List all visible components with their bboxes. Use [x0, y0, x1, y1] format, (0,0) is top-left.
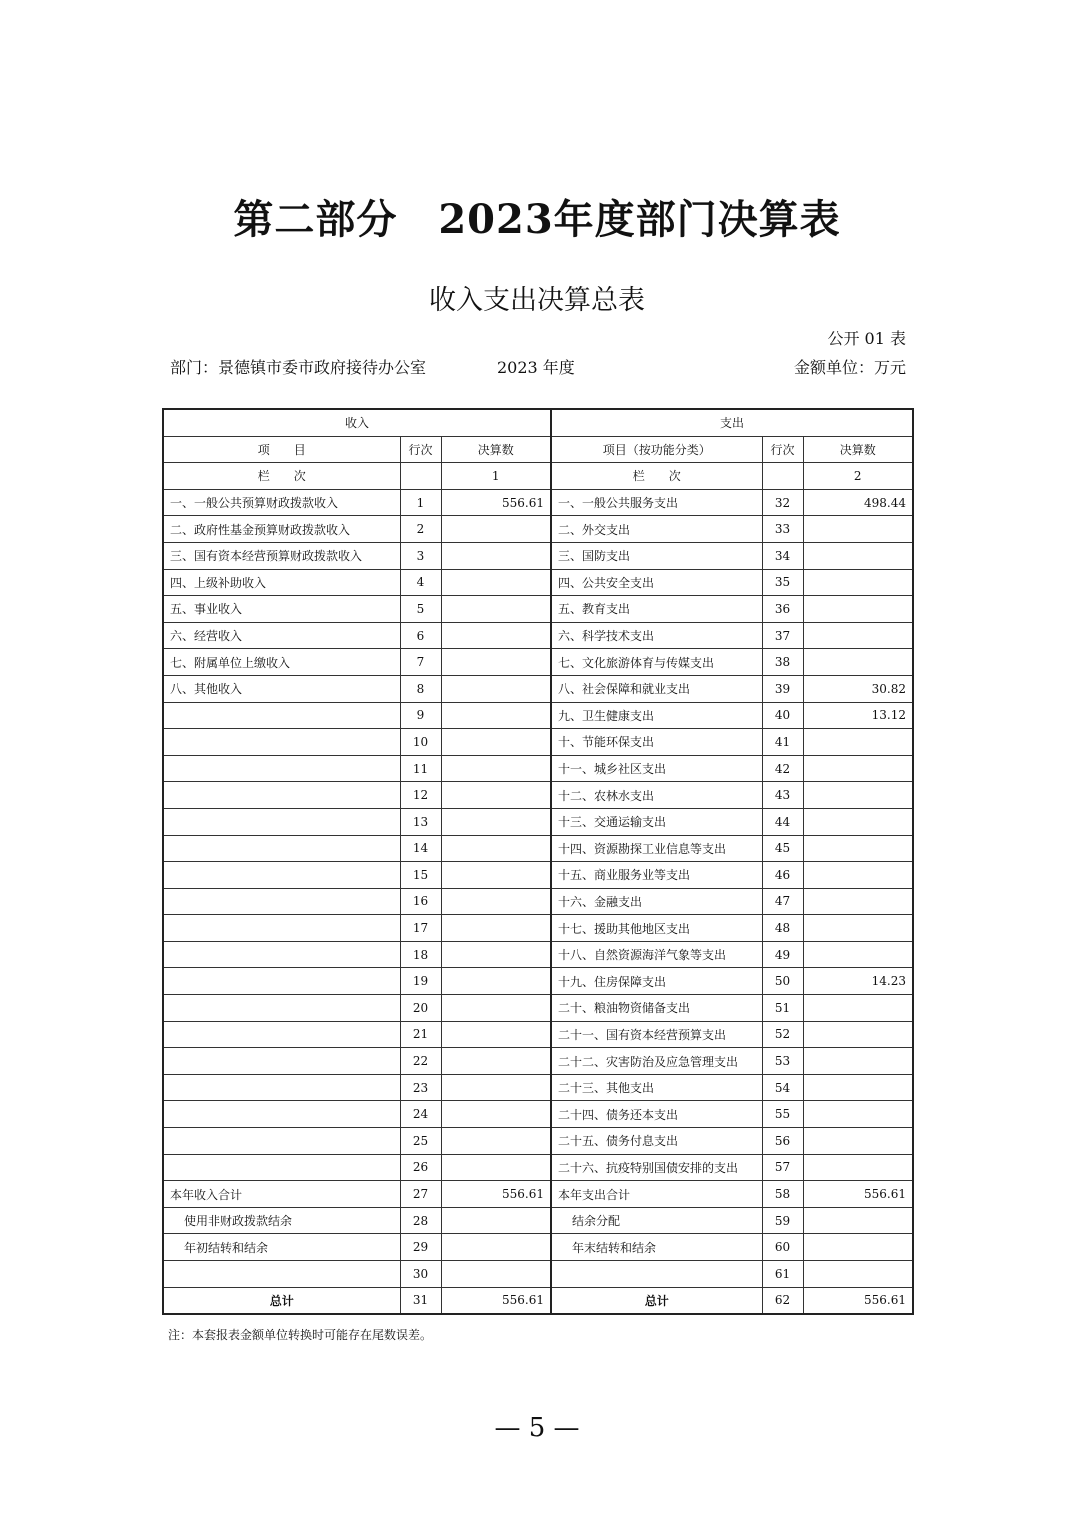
expense-item-cell: 十四、资源勘探工业信息等支出 [551, 835, 762, 862]
income-amount-cell [441, 569, 551, 596]
expense-row-no-cell: 36 [762, 596, 803, 623]
table-row [163, 1181, 913, 1208]
income-item-cell [163, 729, 400, 756]
expense-item-cell: 十一、城乡社区支出 [551, 755, 762, 782]
expense-row-no-cell: 54 [762, 1074, 803, 1101]
income-row-no-cell: 24 [400, 1101, 441, 1128]
expense-row-no-cell: 47 [762, 888, 803, 915]
expense-amount-cell [803, 596, 913, 623]
income-item-cell [163, 1021, 400, 1048]
table-title: 收入支出决算总表 [429, 285, 645, 316]
income-item-cell [163, 782, 400, 809]
income-item-cell: 三、国有资本经营预算财政拨款收入 [163, 542, 400, 569]
income-section-header: 收入 [163, 409, 551, 436]
income-row-no-cell: 2 [400, 516, 441, 543]
expense-row-no-header: 行次 [762, 436, 803, 463]
income-item-cell: 六、经营收入 [163, 622, 400, 649]
expense-row-no-cell: 59 [762, 1207, 803, 1234]
expense-item-cell: 六、科学技术支出 [551, 622, 762, 649]
income-amount-cell [441, 808, 551, 835]
income-row-no-header: 行次 [400, 436, 441, 463]
part-title: 第二部分 2023年度部门决算表 [233, 196, 841, 243]
income-row-no-cell: 17 [400, 915, 441, 942]
expense-item-cell: 二、外交支出 [551, 516, 762, 543]
column-header-row [163, 436, 913, 463]
income-item-cell [163, 968, 400, 995]
expense-amount-cell [803, 1261, 913, 1288]
income-total-label: 总计 [163, 1287, 400, 1314]
expense-amount-cell [803, 1128, 913, 1155]
expense-order-blank [762, 463, 803, 490]
income-amount-cell [441, 755, 551, 782]
expense-row-no-cell: 51 [762, 995, 803, 1022]
expense-row-no-cell: 53 [762, 1048, 803, 1075]
table-row [163, 968, 913, 995]
income-row-no-cell: 28 [400, 1207, 441, 1234]
expense-row-no-cell: 50 [762, 968, 803, 995]
table-row [163, 995, 913, 1022]
table-body [163, 489, 913, 1287]
income-row-no-cell: 7 [400, 649, 441, 676]
expense-item-cell: 十五、商业服务业等支出 [551, 862, 762, 889]
expense-amount-cell: 14.23 [803, 968, 913, 995]
expense-row-no-cell: 49 [762, 941, 803, 968]
table-row [163, 516, 913, 543]
income-item-cell [163, 1154, 400, 1181]
amount-unit-label: 金额单位：万元 [793, 358, 906, 377]
form-number: 公开 01 表 [827, 329, 906, 348]
table-row [163, 755, 913, 782]
table-row [163, 1048, 913, 1075]
expense-amount-cell [803, 808, 913, 835]
income-amount-cell [441, 649, 551, 676]
table-row [163, 888, 913, 915]
income-row-no-cell: 10 [400, 729, 441, 756]
income-amount-cell [441, 915, 551, 942]
income-item-cell: 本年收入合计 [163, 1181, 400, 1208]
table-row [163, 622, 913, 649]
expense-row-no-cell: 46 [762, 862, 803, 889]
expense-amount-cell [803, 1101, 913, 1128]
table-row [163, 542, 913, 569]
expense-item-cell: 结余分配 [551, 1207, 762, 1234]
expense-item-cell: 二十一、国有资本经营预算支出 [551, 1021, 762, 1048]
income-amount-cell [441, 782, 551, 809]
income-amount-cell [441, 729, 551, 756]
income-amount-cell [441, 888, 551, 915]
income-row-no-cell: 21 [400, 1021, 441, 1048]
income-item-cell [163, 1128, 400, 1155]
income-row-no-cell: 1 [400, 489, 441, 516]
expense-amount-cell [803, 888, 913, 915]
income-order-label: 栏 次 [163, 463, 400, 490]
income-item-cell [163, 1261, 400, 1288]
expense-item-cell: 二十、粮油物资储备支出 [551, 995, 762, 1022]
income-amount-cell [441, 941, 551, 968]
table-row [163, 1154, 913, 1181]
income-item-cell: 一、一般公共预算财政拨款收入 [163, 489, 400, 516]
income-row-no-cell: 13 [400, 808, 441, 835]
expense-amount-cell [803, 516, 913, 543]
table-row [163, 1074, 913, 1101]
income-amount-cell [441, 1128, 551, 1155]
income-amount-cell [441, 862, 551, 889]
income-item-header: 项 目 [163, 436, 400, 463]
expense-item-cell: 十八、自然资源海洋气象等支出 [551, 941, 762, 968]
expense-amount-cell [803, 1048, 913, 1075]
income-amount-cell [441, 968, 551, 995]
expense-item-cell: 二十三、其他支出 [551, 1074, 762, 1101]
income-amount-cell [441, 675, 551, 702]
income-amount-cell [441, 1261, 551, 1288]
department-label: 部门：景德镇市委市政府接待办公室 [170, 358, 427, 377]
expense-item-cell: 十九、住房保障支出 [551, 968, 762, 995]
income-amount-cell: 556.61 [441, 489, 551, 516]
income-row-no-cell: 9 [400, 702, 441, 729]
expense-amount-cell [803, 649, 913, 676]
expense-section-header: 支出 [551, 409, 913, 436]
income-row-no-cell: 6 [400, 622, 441, 649]
income-amount-cell [441, 1234, 551, 1261]
income-row-no-cell: 15 [400, 862, 441, 889]
income-row-no-cell: 30 [400, 1261, 441, 1288]
income-row-no-cell: 16 [400, 888, 441, 915]
expense-amount-cell: 498.44 [803, 489, 913, 516]
expense-item-cell: 十、节能环保支出 [551, 729, 762, 756]
expense-row-no-cell: 32 [762, 489, 803, 516]
income-item-cell [163, 702, 400, 729]
income-item-cell [163, 808, 400, 835]
expense-amount-cell: 556.61 [803, 1181, 913, 1208]
income-row-no-cell: 19 [400, 968, 441, 995]
income-item-cell: 二、政府性基金预算财政拨款收入 [163, 516, 400, 543]
table-row [163, 941, 913, 968]
income-amount-cell [441, 835, 551, 862]
expense-amount-cell [803, 1021, 913, 1048]
table-row [163, 1128, 913, 1155]
income-item-cell: 四、上级补助收入 [163, 569, 400, 596]
expense-amount-cell [803, 1074, 913, 1101]
expense-amount-cell: 30.82 [803, 675, 913, 702]
table-row [163, 596, 913, 623]
income-row-no-cell: 26 [400, 1154, 441, 1181]
expense-amount-cell [803, 915, 913, 942]
income-row-no-cell: 29 [400, 1234, 441, 1261]
expense-row-no-cell: 60 [762, 1234, 803, 1261]
table-row [163, 649, 913, 676]
expense-order-label: 栏 次 [551, 463, 762, 490]
income-item-cell [163, 1074, 400, 1101]
expense-row-no-cell: 58 [762, 1181, 803, 1208]
expense-item-cell: 年末结转和结余 [551, 1234, 762, 1261]
income-amount-cell [441, 622, 551, 649]
expense-item-cell: 八、社会保障和就业支出 [551, 675, 762, 702]
expense-row-no-cell: 37 [762, 622, 803, 649]
income-row-no-cell: 22 [400, 1048, 441, 1075]
income-row-no-cell: 4 [400, 569, 441, 596]
expense-total-label: 总计 [551, 1287, 762, 1314]
table-row [163, 1101, 913, 1128]
table-row [163, 808, 913, 835]
expense-amount-cell [803, 1207, 913, 1234]
income-item-cell [163, 941, 400, 968]
expense-amount-cell [803, 941, 913, 968]
income-amount-cell [441, 702, 551, 729]
column-order-row [163, 463, 913, 490]
table-row [163, 569, 913, 596]
expense-item-cell: 十七、援助其他地区支出 [551, 915, 762, 942]
income-row-no-cell: 23 [400, 1074, 441, 1101]
table-row [163, 729, 913, 756]
income-item-cell: 五、事业收入 [163, 596, 400, 623]
expense-row-no-cell: 48 [762, 915, 803, 942]
expense-order-number: 2 [803, 463, 913, 490]
table-row [163, 702, 913, 729]
expense-amount-cell [803, 835, 913, 862]
income-row-no-cell: 14 [400, 835, 441, 862]
expense-amount-cell [803, 1154, 913, 1181]
expense-row-no-cell: 52 [762, 1021, 803, 1048]
expense-amount-header: 决算数 [803, 436, 913, 463]
expense-row-no-cell: 39 [762, 675, 803, 702]
income-item-cell [163, 915, 400, 942]
income-row-no-cell: 3 [400, 542, 441, 569]
expense-amount-cell [803, 862, 913, 889]
table-row [163, 489, 913, 516]
expense-row-no-cell: 61 [762, 1261, 803, 1288]
income-amount-cell: 556.61 [441, 1181, 551, 1208]
expense-row-no-cell: 57 [762, 1154, 803, 1181]
income-amount-cell [441, 1101, 551, 1128]
income-item-cell [163, 835, 400, 862]
income-amount-cell [441, 1074, 551, 1101]
expense-item-cell: 三、国防支出 [551, 542, 762, 569]
expense-item-header: 项目（按功能分类） [551, 436, 762, 463]
income-expense-table [162, 408, 914, 1315]
income-item-cell [163, 1101, 400, 1128]
expense-row-no-cell: 56 [762, 1128, 803, 1155]
section-header-row [163, 409, 913, 436]
income-item-cell: 使用非财政拨款结余 [163, 1207, 400, 1234]
table-row [163, 915, 913, 942]
expense-item-cell: 九、卫生健康支出 [551, 702, 762, 729]
table-row [163, 835, 913, 862]
table-row [163, 782, 913, 809]
income-amount-cell [441, 542, 551, 569]
income-amount-cell [441, 995, 551, 1022]
income-item-cell: 七、附属单位上缴收入 [163, 649, 400, 676]
table-row [163, 1234, 913, 1261]
income-amount-cell [441, 596, 551, 623]
expense-row-no-cell: 38 [762, 649, 803, 676]
income-item-cell [163, 995, 400, 1022]
expense-row-no-cell: 41 [762, 729, 803, 756]
income-amount-cell [441, 1048, 551, 1075]
expense-item-cell: 十六、金融支出 [551, 888, 762, 915]
expense-amount-cell [803, 622, 913, 649]
expense-amount-cell [803, 755, 913, 782]
expense-item-cell: 二十五、债务付息支出 [551, 1128, 762, 1155]
income-item-cell [163, 1048, 400, 1075]
income-item-cell [163, 888, 400, 915]
income-amount-cell [441, 1021, 551, 1048]
expense-amount-cell [803, 569, 913, 596]
income-total-value: 556.61 [441, 1287, 551, 1314]
income-order-number: 1 [441, 463, 551, 490]
expense-row-no-cell: 35 [762, 569, 803, 596]
total-row [163, 1287, 913, 1314]
income-item-cell [163, 755, 400, 782]
expense-row-no-cell: 40 [762, 702, 803, 729]
table-row [163, 862, 913, 889]
expense-item-cell [551, 1261, 762, 1288]
expense-amount-cell [803, 782, 913, 809]
expense-row-no-cell: 42 [762, 755, 803, 782]
expense-amount-cell [803, 542, 913, 569]
income-row-no-cell: 11 [400, 755, 441, 782]
expense-item-cell: 二十六、抗疫特别国债安排的支出 [551, 1154, 762, 1181]
expense-row-no-cell: 33 [762, 516, 803, 543]
expense-item-cell: 四、公共安全支出 [551, 569, 762, 596]
expense-row-no-cell: 44 [762, 808, 803, 835]
page-number: — 5 — [494, 1413, 580, 1443]
income-order-blank [400, 463, 441, 490]
income-amount-cell [441, 1154, 551, 1181]
table-row [163, 1207, 913, 1234]
expense-item-cell: 五、教育支出 [551, 596, 762, 623]
expense-amount-cell [803, 1234, 913, 1261]
expense-row-no-cell: 55 [762, 1101, 803, 1128]
table-row [163, 1021, 913, 1048]
expense-total-value: 556.61 [803, 1287, 913, 1314]
expense-item-cell: 二十四、债务还本支出 [551, 1101, 762, 1128]
expense-row-no-cell: 45 [762, 835, 803, 862]
income-row-no-cell: 12 [400, 782, 441, 809]
expense-item-cell: 本年支出合计 [551, 1181, 762, 1208]
income-amount-cell [441, 516, 551, 543]
income-item-cell [163, 862, 400, 889]
income-row-no-cell: 20 [400, 995, 441, 1022]
expense-item-cell: 一、一般公共服务支出 [551, 489, 762, 516]
income-item-cell: 八、其他收入 [163, 675, 400, 702]
income-item-cell: 年初结转和结余 [163, 1234, 400, 1261]
footnote: 注：本套报表金额单位转换时可能存在尾数误差。 [168, 1328, 433, 1342]
income-row-no-cell: 25 [400, 1128, 441, 1155]
expense-row-no-cell: 34 [762, 542, 803, 569]
fiscal-year-label: 2023 年度 [497, 358, 575, 377]
expense-item-cell: 七、文化旅游体育与传媒支出 [551, 649, 762, 676]
income-total-row-no: 31 [400, 1287, 441, 1314]
expense-item-cell: 十三、交通运输支出 [551, 808, 762, 835]
expense-total-row-no: 62 [762, 1287, 803, 1314]
expense-item-cell: 十二、农林水支出 [551, 782, 762, 809]
expense-amount-cell: 13.12 [803, 702, 913, 729]
income-row-no-cell: 5 [400, 596, 441, 623]
income-row-no-cell: 8 [400, 675, 441, 702]
income-amount-header: 决算数 [441, 436, 551, 463]
expense-row-no-cell: 43 [762, 782, 803, 809]
expense-amount-cell [803, 995, 913, 1022]
expense-amount-cell [803, 729, 913, 756]
income-row-no-cell: 27 [400, 1181, 441, 1208]
income-amount-cell [441, 1207, 551, 1234]
table-row [163, 1261, 913, 1288]
income-row-no-cell: 18 [400, 941, 441, 968]
table-row [163, 675, 913, 702]
expense-item-cell: 二十二、灾害防治及应急管理支出 [551, 1048, 762, 1075]
